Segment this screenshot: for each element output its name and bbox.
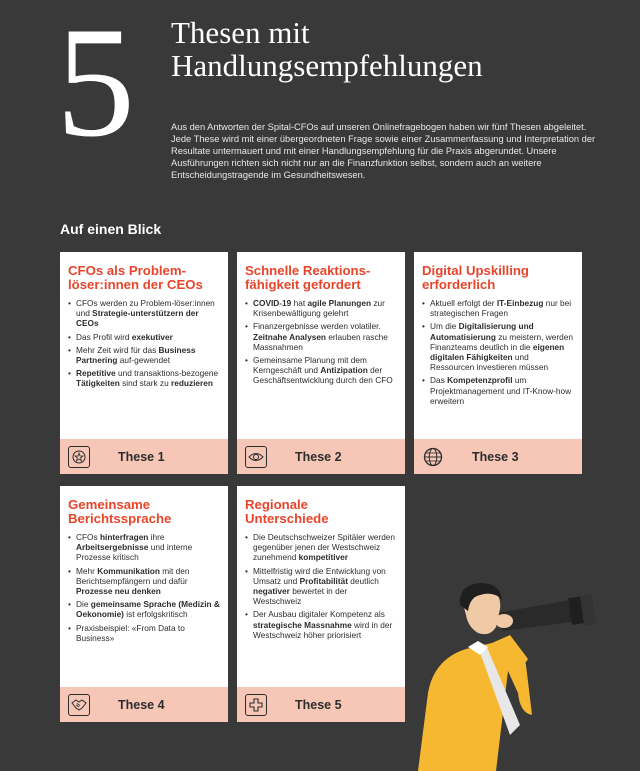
bullet-item: • Praxisbeispiel: «From Data to Business» [68,623,220,643]
thesis-label: These 1 [118,449,165,464]
thesis-title-line: Digital Upskilling [422,263,529,278]
thesis-title-line: erforderlich [422,277,496,292]
bullet-item: • CFOs werden zu Problem-löser:innen und Strategie-unterstützern der CEOs [68,298,220,329]
bullet-item: • Die gemeinsame Sprache (Medizin & Oekonomie) ist erfolgskritisch [68,599,220,619]
thesis-card-4 [60,486,228,722]
page-title [171,16,483,82]
thesis-bullets [60,526,228,643]
thesis-title [237,252,405,292]
thesis-title-line: Schnelle Reaktions- [245,263,371,278]
page-title-line1: Thesen mit [171,15,310,50]
thesis-title-line: Gemeinsame [68,497,151,512]
bullet-item: • CFOs hinterfragen ihre Arbeitsergebnisse und interne Prozesse kritisch [68,532,220,563]
bullet-item: • Mittelfristig wird die Entwicklung von Umsatz und Profitabilität deutlich negativer bewertet in der Westschweiz [245,566,397,607]
star-badge-icon [68,446,90,468]
thesis-label: These 3 [472,449,519,464]
thesis-footer [414,439,582,474]
thesis-title-line: löser:innen der CEOs [68,277,203,292]
handshake-icon [68,694,90,716]
thesis-title [414,252,582,292]
thesis-bullets [414,292,582,406]
thesis-title-line: Unterschiede [245,511,329,526]
bullet-item: • Das Profil wird exekutiver [68,332,220,342]
bullet-item: • Mehr Kommunikation mit den Berichtsempfängern und dafür Prozesse neu denken [68,566,220,597]
thesis-bullets [60,292,228,389]
thesis-title [237,486,405,526]
thesis-card-2 [237,252,405,474]
page-title-line2: Handlungsempfehlungen [171,48,483,83]
eye-icon [245,446,267,468]
person-with-telescope-illustration [370,575,640,771]
thesis-title [60,252,228,292]
thesis-bullets [237,292,405,386]
thesis-title-line: Berichtssprache [68,511,172,526]
section-title: Auf einen Blick [60,221,162,237]
telescope-icon [498,594,596,631]
thesis-label: These 4 [118,697,165,712]
intro-text: Aus den Antworten der Spital-CFOs auf unseren Onlinefragebogen haben wir fünf Thesen abgeleitet. Jede These wird mit einer übergeordneten Frage sowie einer Zusammenfassung und Interpretation der Resultate untermauert und mit einer Handlungsempfehlung für die Praxis abgerundet. Unsere Ausführungen richten sich nicht nur an die Finanzfunktion selbst, sondern auch an weitere Entscheidungstragende im Gesundheitswesen. [171,122,596,180]
bullet-item: • Finanzergebnisse werden volatiler. Zeitnahe Analysen erlauben rasche Massnahmen [245,321,397,352]
globe-icon [422,446,444,468]
thesis-label: These 2 [295,449,342,464]
bullet-item: • Mehr Zeit wird für das Business Partnering auf-gewendet [68,345,220,365]
thesis-footer [237,439,405,474]
thesis-footer [60,687,228,722]
thesis-footer [60,439,228,474]
thesis-card-3 [414,252,582,474]
thesis-title-line: CFOs als Problem- [68,263,186,278]
medical-cross-icon [245,694,267,716]
bullet-item: • Repetitive und transaktions-bezogene Tätigkeiten sind stark zu reduzieren [68,368,220,388]
bullet-item: • Aktuell erfolgt der IT-Einbezug nur bei strategischen Fragen [422,298,574,318]
thesis-title-line: Regionale [245,497,309,512]
thesis-title [60,486,228,526]
bullet-item: • Das Kompetenzprofil um Projektmanagement und IT-Know-how erweitern [422,375,574,406]
thesis-label: These 5 [295,697,342,712]
thesis-title-line: fähigkeit gefordert [245,277,361,292]
bullet-item: • Der Ausbau digitaler Kompetenz als strategische Massnahme wird in der Westschweiz höher priorisiert [245,609,397,640]
bullet-item: • Gemeinsame Planung mit dem Kerngeschäft und Antizipation der Geschäftsentwicklung durch den CFO [245,355,397,386]
bullet-item: • COVID-19 hat agile Planungen zur Krisenbewältigung gelehrt [245,298,397,318]
thesis-card-1 [60,252,228,474]
bullet-item: • Die Deutschschweizer Spitäler werden gegenüber jenen der Westschweiz zunehmend kompetitiver [245,532,397,563]
big-number-five: 5 [56,0,135,170]
bullet-item: • Um die Digitalisierung und Automatisierung zu meistern, werden Finanzteams deutlich in die eigenen digitalen Fähigkeiten und Ressourcen investieren müssen [422,321,574,372]
